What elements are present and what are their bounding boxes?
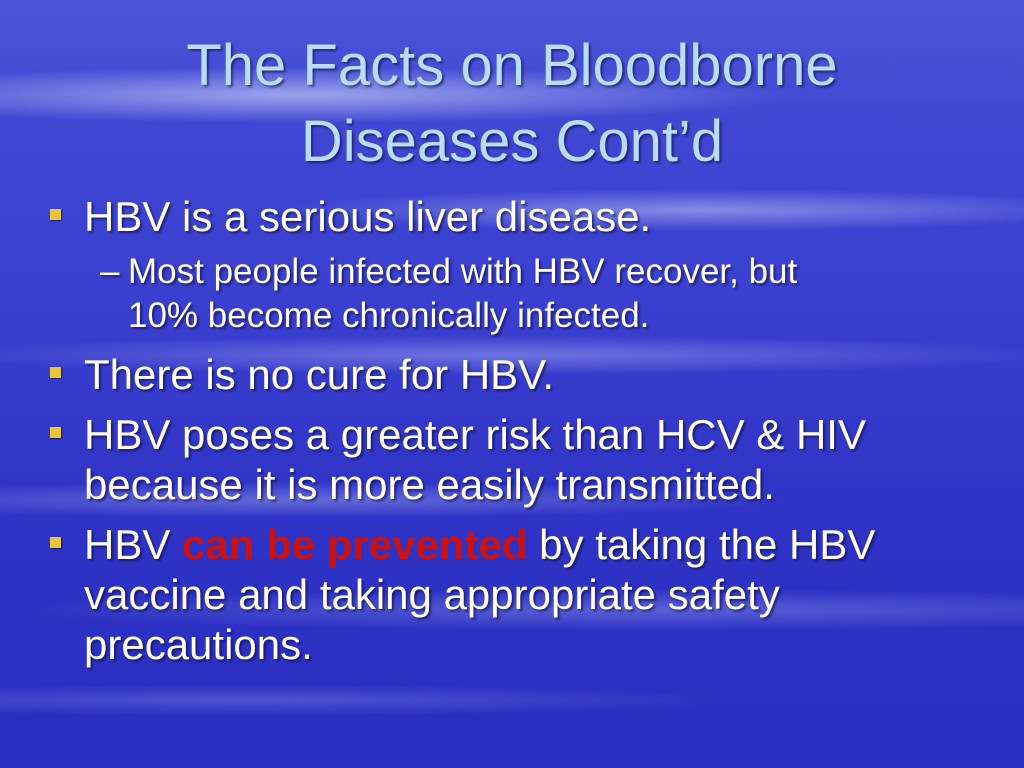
- bullet-line-2: because it is more easily transmitted.: [84, 461, 775, 508]
- bullet-suffix: by taking the HBV: [527, 521, 876, 568]
- title-line-1: The Facts on Bloodborne: [186, 33, 838, 98]
- square-bullet-icon: [50, 537, 61, 548]
- bullet-line-1: HBV poses a greater risk than HCV & HIV: [84, 411, 866, 458]
- bullet-item: [44, 410, 974, 510]
- dash-bullet-icon: –: [100, 252, 120, 291]
- bullet-item: [44, 350, 974, 400]
- bullet-text: HBV is a serious liver disease.: [84, 193, 652, 240]
- bullet-line-2: vaccine and taking appropriate safety: [84, 571, 780, 618]
- slide-title: [0, 28, 1024, 180]
- highlighted-phrase: can be prevented: [182, 521, 528, 568]
- bullet-line-3: precautions.: [84, 621, 313, 668]
- square-bullet-icon: [50, 427, 61, 438]
- bullet-prefix: HBV: [84, 521, 183, 568]
- bullet-item: [44, 520, 974, 670]
- bullet-item: [44, 192, 974, 242]
- bullet-text: There is no cure for HBV.: [84, 351, 554, 398]
- sub-bullet-line-2: 10% become chronically infected.: [128, 296, 650, 335]
- square-bullet-icon: [50, 209, 61, 220]
- title-line-2: Diseases Cont’d: [300, 109, 724, 174]
- sub-bullet-item: [44, 250, 974, 338]
- square-bullet-icon: [50, 367, 61, 378]
- slide-body: [44, 192, 974, 680]
- sub-bullet-line-1: Most people infected with HBV recover, but: [128, 252, 798, 291]
